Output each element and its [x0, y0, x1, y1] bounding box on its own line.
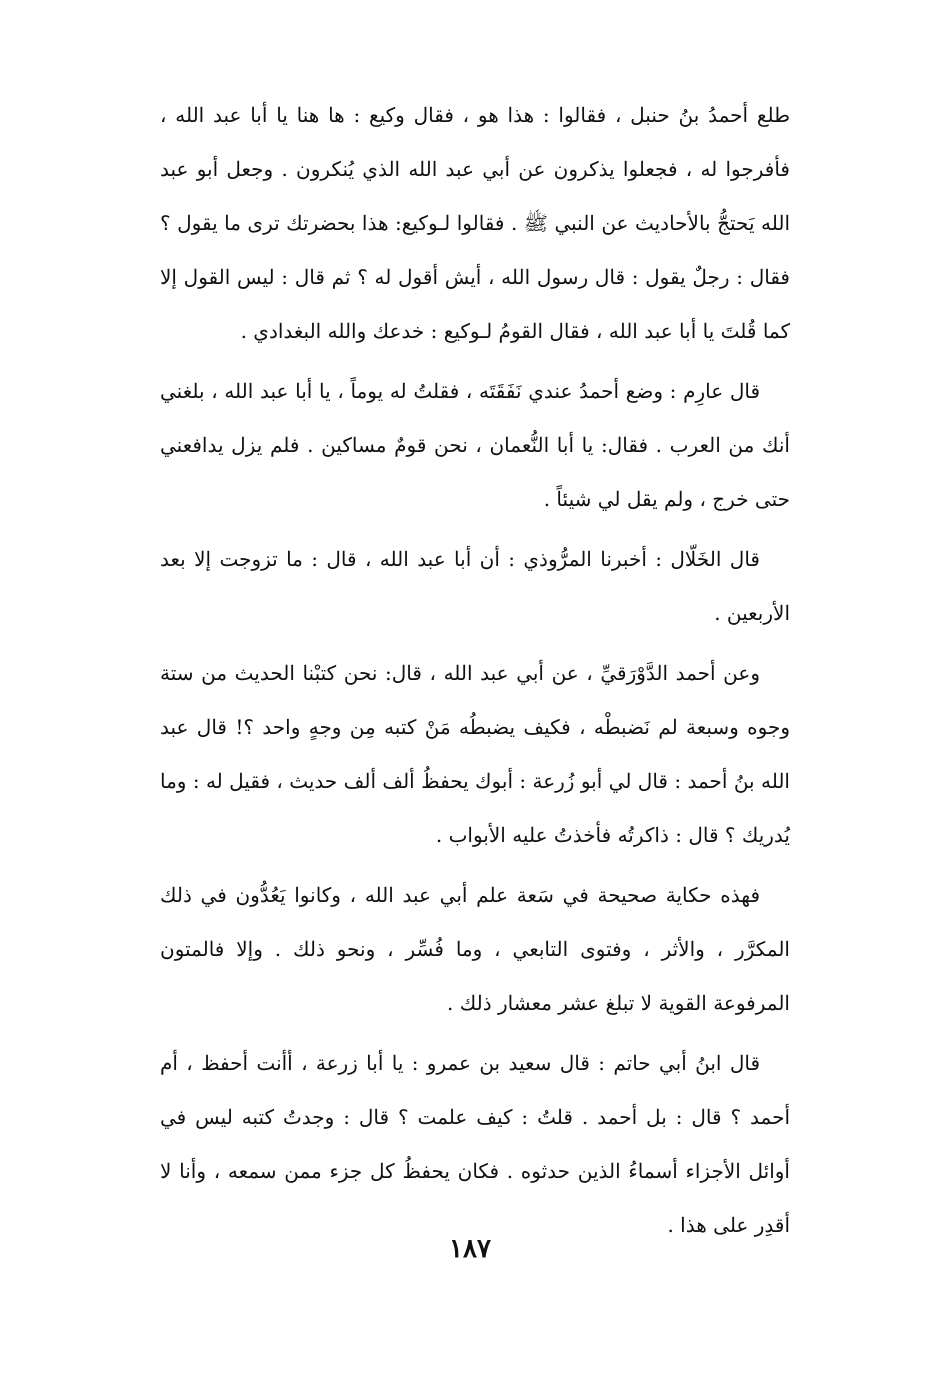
paragraph-2: قال عارِم : وضع أحمدُ عندي نَفَقَتَه ، فقلتُ له يوماً ، يا أبا عبد الله ، بلغني أنك من العرب . فقال: يا أبا النُّعمان ، نحن قومٌ مساكين . فلم يزل يدافعني حتى خرج ، ولم يقل لي شيئاً .: [160, 379, 790, 511]
page-number: ١٨٧: [449, 1234, 491, 1264]
paragraph-6: قال ابنُ أبي حاتم : قال سعيد بن عمرو : يا أبا زرعة ، أأنت أحفظ ، أم أحمد ؟ قال : بل أحمد . قلتُ : كيف علمت ؟ قال : وجدتُ كتبه ليس في أوائل الأجزاء أسماءُ الذين حدثوه . فكان يحفظُ كل جزء ممن سمعه ، وأنا لا أقدِر على هذا .: [160, 1051, 790, 1237]
paragraph-3: قال الخَلّال : أخبرنا المرُّوذي : أن أبا عبد الله ، قال : ما تزوجت إلا بعد الأربعين .: [160, 547, 790, 625]
paragraph-5: فهذه حكاية صحيحة في سَعة علم أبي عبد الله ، وكانوا يَعُدُّون في ذلك المكرَّر ، والأثر ، وفتوى التابعي ، وما فُسِّر ، ونحو ذلك . وإلا فالمتون المرفوعة القوية لا تبلغ عشر معشار ذلك .: [160, 883, 790, 1015]
paragraph-4: وعن أحمد الدَّوْرَقيِّ ، عن أبي عبد الله ، قال: نحن كتبْنا الحديث من ستة وجوه وسبعة لم نَضبطْه ، فكيف يضبطُه مَنْ كتبه مِن وجهٍ واحد ؟! قال عبد الله بنُ أحمد : قال لي أبو زُرعة : أبوك يحفظُ ألف ألف حديث ، فقيل له : وما يُدريك ؟ قال : ذاكرتُه فأخذتُ عليه الأبواب .: [160, 661, 790, 847]
body-text: [160, 88, 790, 1252]
paragraph-1: طلع أحمدُ بنُ حنبل ، فقالوا : هذا هو ، فقال وكيع : ها هنا يا أبا عبد الله ، فأفرجوا له ، فجعلوا يذكرون عن أبي عبد الله الذي يُنكرون . وجعل أبو عبد الله يَحتجُّ بالأحاديث عن النبي ﷺ . فقالوا لـوكيع: هذا بحضرتك ترى ما يقول ؟ فقال : رجلٌ يقول : قال رسول الله ، أيش أقول له ؟ ثم قال : ليس القول إلا كما قُلتَ يا أبا عبد الله ، فقال القومُ لـوكيع : خدعك والله البغدادي .: [160, 103, 791, 343]
